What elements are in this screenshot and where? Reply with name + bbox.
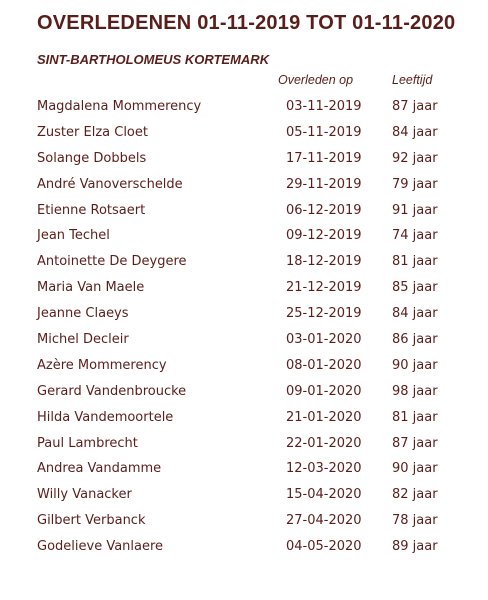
death-date: 21-12-2019 [286, 280, 362, 296]
list-item [37, 355, 457, 381]
deceased-name: Paul Lambrecht [37, 435, 138, 451]
age-at-death: 84 jaar [392, 124, 438, 140]
list-item [37, 200, 457, 226]
age-at-death: 90 jaar [392, 461, 438, 477]
deceased-name: Jean Techel [37, 228, 110, 244]
age-at-death: 98 jaar [392, 383, 438, 399]
age-at-death: 87 jaar [392, 435, 438, 451]
list-item [37, 303, 457, 329]
age-at-death: 79 jaar [392, 176, 438, 192]
parish-subtitle: SINT-BARTHOLOMEUS KORTEMARK [37, 52, 270, 67]
deceased-name: Magdalena Mommerency [37, 99, 202, 114]
deceased-name: Hilda Vandemoortele [37, 409, 174, 425]
list-item [37, 122, 457, 148]
list-item [37, 407, 457, 433]
list-item [37, 458, 457, 484]
list-item [37, 510, 457, 536]
list-item [37, 484, 457, 510]
deceased-name: Antoinette De Deygere [37, 254, 187, 270]
list-item [37, 174, 457, 200]
age-at-death: 81 jaar [392, 409, 438, 425]
age-at-death: 74 jaar [392, 228, 438, 244]
column-header-age: Leeftijd [392, 73, 433, 87]
age-at-death: 85 jaar [392, 280, 438, 296]
list-item [37, 148, 457, 174]
death-date: 18-12-2019 [286, 254, 362, 270]
list-item [37, 381, 457, 407]
list-item [37, 277, 457, 303]
death-date: 04-05-2020 [286, 539, 362, 555]
deceased-name: Etienne Rotsaert [37, 202, 146, 218]
age-at-death: 90 jaar [392, 357, 438, 373]
death-date: 09-01-2020 [286, 383, 362, 399]
list-item [37, 329, 457, 355]
death-date: 09-12-2019 [286, 228, 362, 244]
deceased-name: Solange Dobbels [37, 150, 147, 166]
death-date: 03-11-2019 [286, 99, 362, 114]
page-title: OVERLEDENEN 01-11-2019 TOT 01-11-2020 [37, 12, 456, 34]
deceased-name: Willy Vanacker [37, 487, 132, 503]
death-date: 27-04-2020 [286, 513, 362, 529]
death-date: 17-11-2019 [286, 150, 362, 166]
list-item [37, 251, 457, 277]
list-item [37, 225, 457, 251]
death-date: 25-12-2019 [286, 306, 362, 322]
column-header-date: Overleden op [278, 73, 354, 87]
death-date: 05-11-2019 [286, 124, 362, 140]
age-at-death: 81 jaar [392, 254, 438, 270]
deceased-name: Zuster Elza Cloet [37, 124, 148, 140]
list-item [37, 96, 457, 122]
list-item [37, 433, 457, 459]
deceased-name: Jeanne Claeys [37, 306, 129, 322]
death-date: 22-01-2020 [286, 435, 362, 451]
death-date: 08-01-2020 [286, 357, 362, 373]
death-date: 15-04-2020 [286, 487, 362, 503]
age-at-death: 89 jaar [392, 539, 438, 555]
age-at-death: 92 jaar [392, 150, 438, 166]
death-date: 03-01-2020 [286, 332, 362, 348]
deceased-name: Andrea Vandamme [37, 461, 162, 477]
age-at-death: 91 jaar [392, 202, 438, 218]
deceased-name: Azère Mommerency [37, 357, 167, 373]
deceased-name: André Vanoverschelde [37, 176, 183, 192]
deceased-name: Maria Van Maele [37, 280, 145, 296]
death-date: 21-01-2020 [286, 409, 362, 425]
deceased-name: Gerard Vandenbroucke [37, 383, 187, 399]
list-item [37, 536, 457, 562]
death-date: 12-03-2020 [286, 461, 362, 477]
age-at-death: 78 jaar [392, 513, 438, 529]
death-date: 29-11-2019 [286, 176, 362, 192]
deceased-name: Michel Decleir [37, 332, 129, 348]
age-at-death: 86 jaar [392, 332, 438, 348]
age-at-death: 82 jaar [392, 487, 438, 503]
deceased-name: Godelieve Vanlaere [37, 539, 164, 555]
death-date: 06-12-2019 [286, 202, 362, 218]
age-at-death: 84 jaar [392, 306, 438, 322]
age-at-death: 87 jaar [392, 99, 438, 114]
deceased-name: Gilbert Verbanck [37, 513, 146, 529]
deceased-list [37, 96, 457, 562]
